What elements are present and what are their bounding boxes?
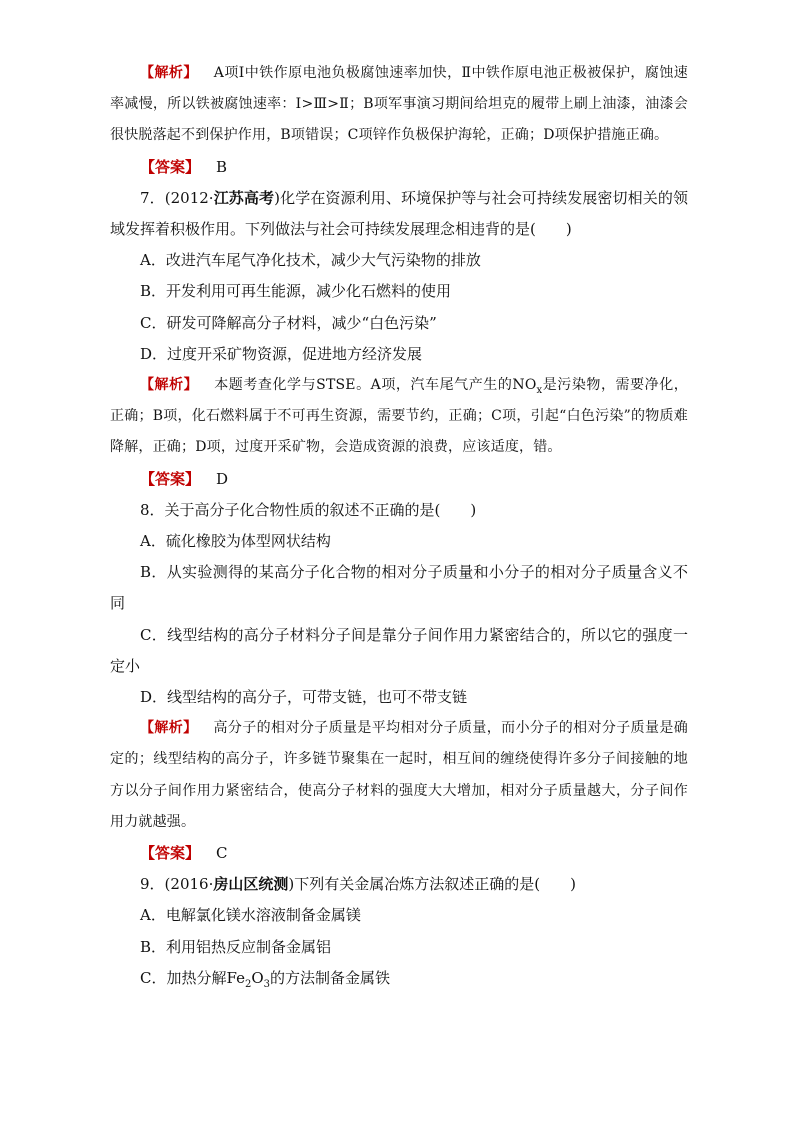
question-7-option-c: C．研发可降解高分子材料，减少“白色污染” <box>140 313 437 332</box>
analysis-text: 本题考查化学与STSE。A项，汽车尾气产生的NO <box>214 377 537 394</box>
analysis-label: 【解析】 <box>140 65 198 81</box>
subscript: 2 <box>244 978 252 990</box>
option-text: C．加热分解Fe <box>140 968 245 987</box>
question-7-option-a: A．改进汽车尾气净化技术，减少大气污染物的排放 <box>140 251 481 270</box>
question-number: 9．( <box>140 875 171 894</box>
document-page <box>110 58 688 994</box>
option-text: 的方法制备金属铁 <box>270 968 391 987</box>
question-9-option-b: B．利用铝热反应制备金属铝 <box>140 937 332 956</box>
analysis-paragraph <box>110 58 688 152</box>
question-8-option-b: B．从实验测得的某高分子化合物的相对分子质量和小分子的相对分子质量含义不同 <box>110 563 688 613</box>
question-8-option-c: C．线型结构的高分子材料分子间是靠分子间作用力紧密结合的，所以它的强度一定小 <box>110 625 688 675</box>
question-9-stem <box>110 869 688 900</box>
question-number: 7．( <box>140 188 171 207</box>
answer-value: B <box>216 157 228 176</box>
question-source: 江苏高考 <box>213 188 275 207</box>
question-8-option-d: D．线型结构的高分子，可带支链，也可不带支链 <box>140 688 468 707</box>
answer-value: C <box>216 844 228 863</box>
question-7-analysis <box>110 370 688 464</box>
answer-value: D <box>216 469 229 488</box>
answer-line <box>110 152 688 183</box>
question-7-option-b: B．开发利用可再生能源，减少化石燃料的使用 <box>140 282 452 301</box>
question-9-option-a: A．电解氯化镁水溶液制备金属镁 <box>140 906 361 925</box>
question-year: 2016· <box>170 875 214 894</box>
question-7-option-d: D．过度开采矿物资源，促进地方经济发展 <box>140 344 423 363</box>
answer-label: 【答案】 <box>140 469 201 488</box>
analysis-text: 是污染物，需要净化，正确；B项，化石燃料属于不可再生资源，需要节约，正确；C项，引起“白色污染”的物质难降解，正确；D项，过度开采矿物，会造成资源的浪费，应该适度，错。 <box>110 377 688 456</box>
option-text: O <box>251 968 264 987</box>
analysis-text: 高分子的相对分子质量是平均相对分子质量，而小分子的相对分子质量是确定的；线型结构的高分子，许多链节聚集在一起时，相互间的缠绕使得许多分子间接触的地方以分子间作用力紧密结合，使高分子材料的强度大大增加，相对分子质量越大，分子间作用力就越强。 <box>110 720 688 830</box>
question-8-option-a: A．硫化橡胶为体型网状结构 <box>140 532 331 551</box>
subscript: 3 <box>263 978 271 990</box>
question-text: )下列有关金属冶炼方法叙述正确的是( ) <box>288 875 576 894</box>
subscript: x <box>536 384 543 396</box>
question-8-stem: 8．关于高分子化合物性质的叙述不正确的是( ) <box>140 500 477 519</box>
question-8-analysis <box>110 713 688 838</box>
question-text: )化学在资源利用、环境保护等与社会可持续发展密切相关的领域发挥着积极作用。下列做法与社会可持续发展理念相违背的是( ) <box>110 188 688 239</box>
question-7-stem <box>110 183 688 245</box>
analysis-text: A项Ⅰ中铁作原电池负极腐蚀速率加快，Ⅱ中铁作原电池正极被保护，腐蚀速率减慢，所以铁被腐蚀速率：Ⅰ>Ⅲ>Ⅱ；B项军事演习期间给坦克的履带上刷上油漆，油漆会很快脱落起不到保护作用，B项错误；C项锌作负极保护海轮，正确；D项保护措施正确。 <box>110 65 688 144</box>
analysis-label: 【解析】 <box>140 720 198 737</box>
question-8-answer <box>110 838 688 869</box>
question-source: 房山区统测 <box>213 875 289 894</box>
answer-label: 【答案】 <box>140 844 201 863</box>
question-year: 2012· <box>170 188 214 207</box>
analysis-label: 【解析】 <box>140 377 199 394</box>
answer-label: 【答案】 <box>140 157 201 176</box>
question-7-answer <box>110 464 688 495</box>
question-9-option-c <box>110 963 688 994</box>
